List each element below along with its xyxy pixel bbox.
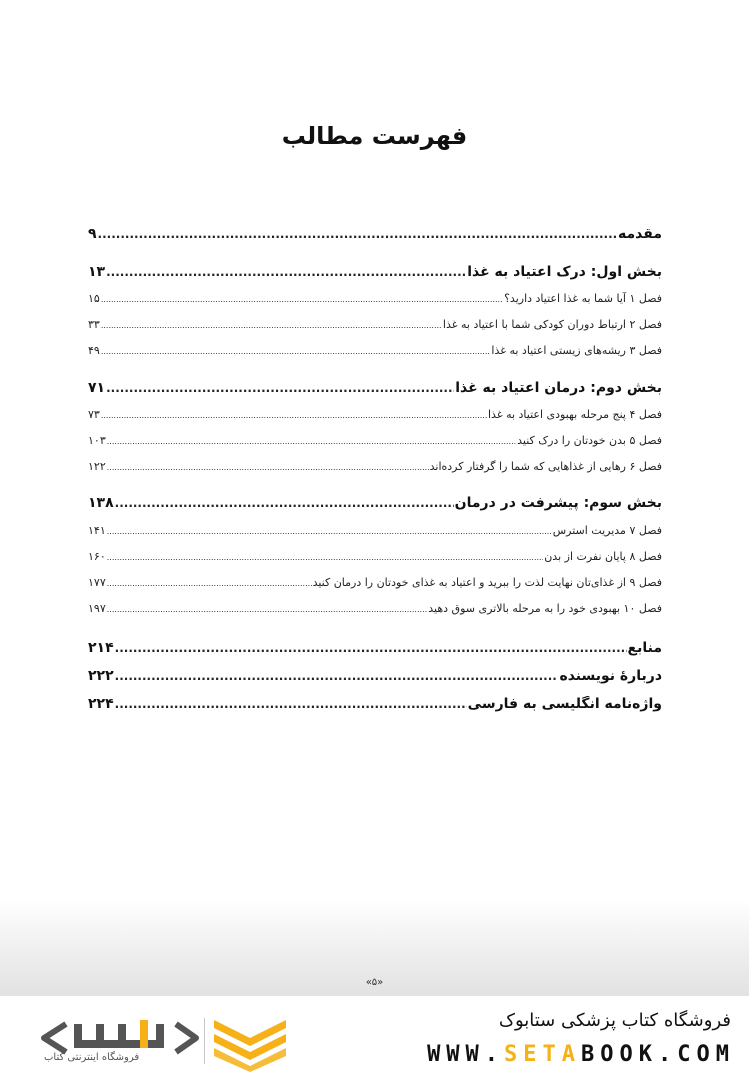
url-suffix: BOOK.COM <box>581 1042 735 1067</box>
toc-entry-page: ۱۷۷ <box>88 576 106 589</box>
toc-leader-dots <box>115 669 559 683</box>
toc-entry-label: منابع <box>627 640 662 656</box>
toc-entry-page: ۱۵ <box>88 292 100 305</box>
toc-entry-label: بخش سوم: پیشرفت در درمان <box>454 495 662 511</box>
toc-leader-dots <box>107 579 312 588</box>
toc-leader-dots <box>115 496 454 510</box>
toc-entry-label: فصل ۷ مدیریت استرس <box>552 524 662 537</box>
toc-leader-dots <box>101 347 491 356</box>
toc-leader-dots <box>115 641 627 655</box>
store-footer <box>0 996 749 1079</box>
toc-entry <box>88 640 662 656</box>
toc-leader-dots <box>107 437 516 446</box>
toc-entry-page: ۱۴۱ <box>88 524 106 537</box>
toc-entry <box>88 460 662 473</box>
toc-entry-label: بخش دوم: درمان اعتیاد به غذا <box>455 380 662 396</box>
toc-entry-page: ۳۳ <box>88 318 100 331</box>
toc-entry <box>88 696 662 712</box>
toc-entry <box>88 576 662 589</box>
toc-entry-page: ۱۶۰ <box>88 550 106 563</box>
toc-entry-label: دربارهٔ نویسنده <box>559 668 662 684</box>
toc-entry-page: ۲۱۴ <box>88 640 114 656</box>
toc-entry-label: فصل ۱۰ بهبودی خود را به مرحله بالاتری سوق دهید <box>428 602 662 615</box>
toc-leader-dots <box>106 265 466 279</box>
toc-entry-label: فصل ۴ پنج مرحله بهبودی اعتیاد به غذا <box>488 408 662 421</box>
toc-entry <box>88 318 662 331</box>
toc-leader-dots <box>107 527 552 536</box>
toc-leader-dots <box>101 411 487 420</box>
toc-entry-page: ۱۳۸ <box>88 495 114 511</box>
url-prefix: WWW. <box>427 1042 505 1067</box>
logo-divider <box>204 1018 205 1064</box>
toc-entry-page: ۲۲۴ <box>88 696 114 712</box>
toc-entry-page: ۴۹ <box>88 344 100 357</box>
logo-subtitle: فروشگاه اینترنتی کتاب <box>44 1052 140 1063</box>
toc-entry <box>88 408 662 421</box>
toc-entry-label: فصل ۶ رهایی از غذاهایی که شما را گرفتار کرده‌اند <box>429 460 662 473</box>
toc-entry-page: ۹ <box>88 226 97 242</box>
toc-entry <box>88 524 662 537</box>
toc-entry-page: ۷۱ <box>88 380 106 396</box>
store-name: فروشگاه کتاب پزشکی ستابوک <box>498 1010 731 1031</box>
toc-entry <box>88 550 662 563</box>
toc-leader-dots <box>101 295 503 304</box>
toc-entry-label: بخش اول: درک اعتیاد به غذا <box>467 264 662 280</box>
toc-entry-label: فصل ۳ ریشه‌های زیستی اعتیاد به غذا <box>491 344 662 357</box>
toc-entry-label: فصل ۹ از غذای‌تان نهایت لذت را ببرید و اعتیاد به غذای خودتان را درمان کنید <box>312 576 662 589</box>
toc-entry-page: ۱۰۳ <box>88 434 106 447</box>
toc-entry <box>88 264 662 280</box>
toc-entry <box>88 226 662 242</box>
toc-entry <box>88 434 662 447</box>
toc-leader-dots <box>101 321 442 330</box>
toc-entry-label: فصل ۸ پایان نفرت از بدن <box>544 550 662 563</box>
toc-entry <box>88 292 662 305</box>
toc-leader-dots <box>107 463 429 472</box>
toc-leader-dots <box>107 605 428 614</box>
store-url-link[interactable] <box>427 1042 735 1067</box>
toc-entry-page: ۷۳ <box>88 408 100 421</box>
toc-entry-label: واژه‌نامه انگلیسی به فارسی <box>467 696 662 712</box>
toc-entry-page: ۱۳ <box>88 264 106 280</box>
toc-leader-dots <box>107 553 543 562</box>
toc-entry-label: فصل ۵ بدن خودتان را درک کنید <box>517 434 662 447</box>
toc-entry-label: فصل ۱ آیا شما به غذا اعتیاد دارید؟ <box>504 292 662 305</box>
toc-leader-dots <box>106 381 454 395</box>
toc-entry <box>88 668 662 684</box>
toc-entry-label: مقدمه <box>618 226 662 242</box>
toc-entry-page: ۱۲۲ <box>88 460 106 473</box>
toc-entry <box>88 602 662 615</box>
toc-entry-page: ۱۹۷ <box>88 602 106 615</box>
toc-leader-dots <box>98 227 617 241</box>
toc-entry-page: ۲۲۲ <box>88 668 114 684</box>
page-number: «۵» <box>365 977 384 988</box>
toc-entry <box>88 380 662 396</box>
toc-entry <box>88 344 662 357</box>
url-highlight: SETA <box>504 1042 582 1067</box>
toc-leader-dots <box>115 697 467 711</box>
page-title: فهرست مطالب <box>281 122 468 150</box>
toc-entry-label: فصل ۲ ارتباط دوران کودکی شما با اعتیاد به غذا <box>442 318 662 331</box>
toc-entry <box>88 495 662 511</box>
